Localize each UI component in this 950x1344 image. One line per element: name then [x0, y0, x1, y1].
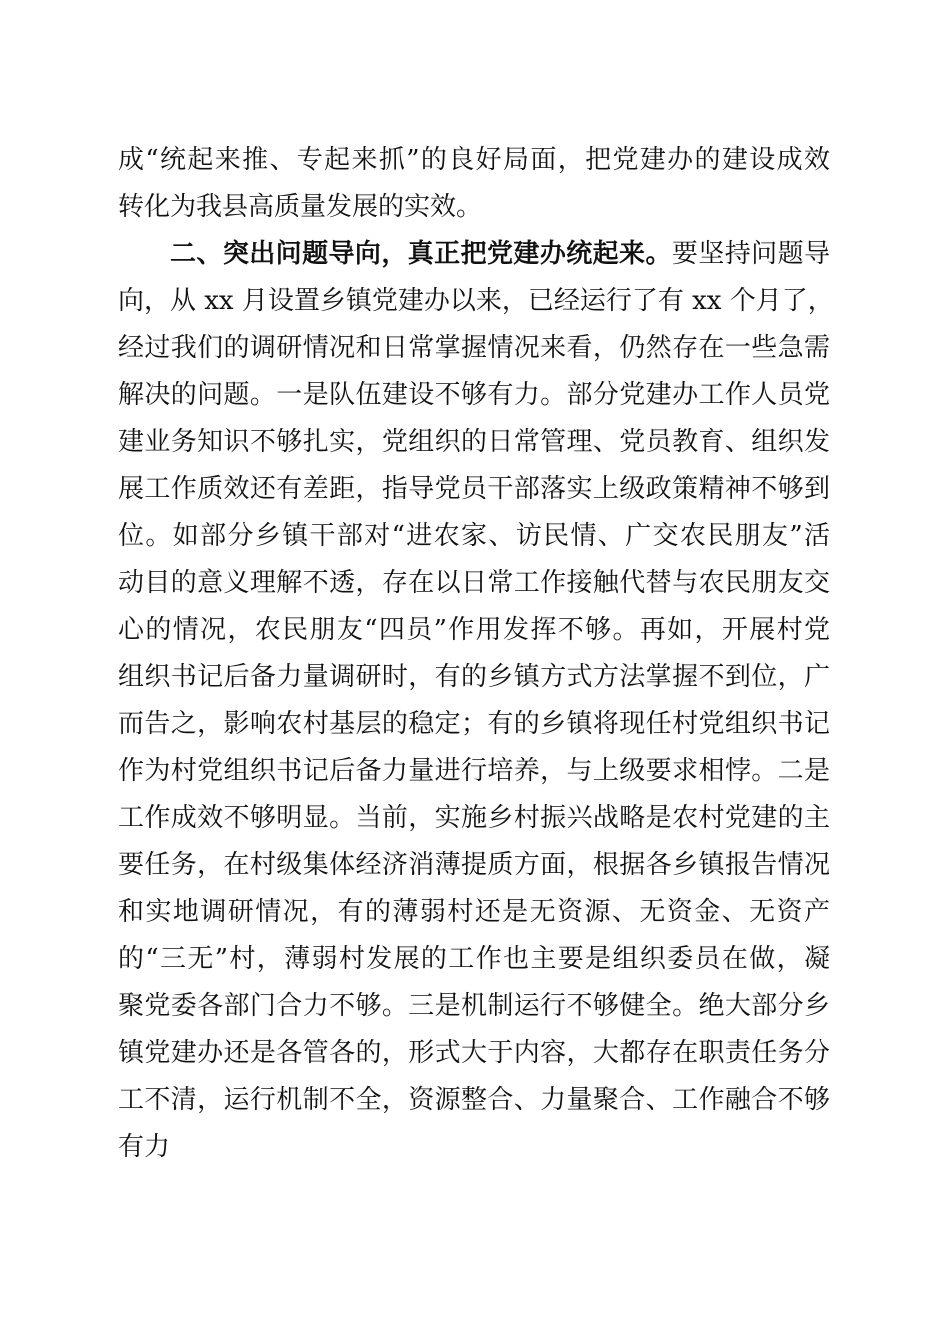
body-text-line: 工不清，运行机制不全，资源整合、力量聚合、工作融合不够	[118, 1085, 830, 1115]
body-text-line: 和实地调研情况，有的薄弱村还是无资源、无资金、无资产	[118, 897, 830, 927]
section-heading: 二、突出问题导向，真正把党建办统起来。	[170, 239, 672, 269]
body-text-line: 动目的意义理解不透，存在以日常工作接触代替与农民朋友交	[118, 568, 830, 598]
body-text-line: 镇党建办还是各管各的，形式大于内容，大都存在职责任务分	[118, 1038, 830, 1068]
body-text-line: 位。如部分乡镇干部对“进农家、访民情、广交农民朋友”活	[118, 521, 830, 551]
body-text-line: 成“统起来推、专起来抓”的良好局面，把党建办的建设成效	[118, 145, 830, 175]
body-text-line: 的“三无”村，薄弱村发展的工作也主要是组织委员在做，凝	[118, 944, 830, 974]
body-text-line: 建业务知识不够扎实，党组织的日常管理、党员教育、组织发	[118, 427, 830, 457]
body-text-line: 组织书记后备力量调研时，有的乡镇方式方法掌握不到位，广	[118, 662, 830, 692]
body-text-line: 转化为我县高质量发展的实效。	[118, 192, 483, 222]
body-text-line: 要任务，在村级集体经济消薄提质方面，根据各乡镇报告情况	[118, 850, 830, 880]
body-text-line: 心的情况，农民朋友“四员”作用发挥不够。再如，开展村党	[118, 615, 830, 645]
body-text-line: 向，从 xx 月设置乡镇党建办以来，已经运行了有 xx 个月了，	[118, 286, 834, 316]
section-heading-tail: 要坚持问题导	[671, 239, 830, 269]
body-text-line: 展工作质效还有差距，指导党员干部落实上级政策精神不够到	[118, 474, 830, 504]
body-text-line: 有力	[118, 1132, 171, 1162]
body-text-line: 聚党委各部门合力不够。三是机制运行不够健全。绝大部分乡	[118, 991, 830, 1021]
section-heading-line	[170, 234, 830, 274]
body-text-line: 工作成效不够明显。当前，实施乡村振兴战略是农村党建的主	[118, 803, 830, 833]
body-text-line: 经过我们的调研情况和日常掌握情况来看，仍然存在一些急需	[118, 333, 830, 363]
body-text-line: 解决的问题。一是队伍建设不够有力。部分党建办工作人员党	[118, 380, 830, 410]
body-text-line: 而告之，影响农村基层的稳定；有的乡镇将现任村党组织书记	[118, 709, 830, 739]
body-text-line: 作为村党组织书记后备力量进行培养，与上级要求相悖。二是	[118, 756, 830, 786]
